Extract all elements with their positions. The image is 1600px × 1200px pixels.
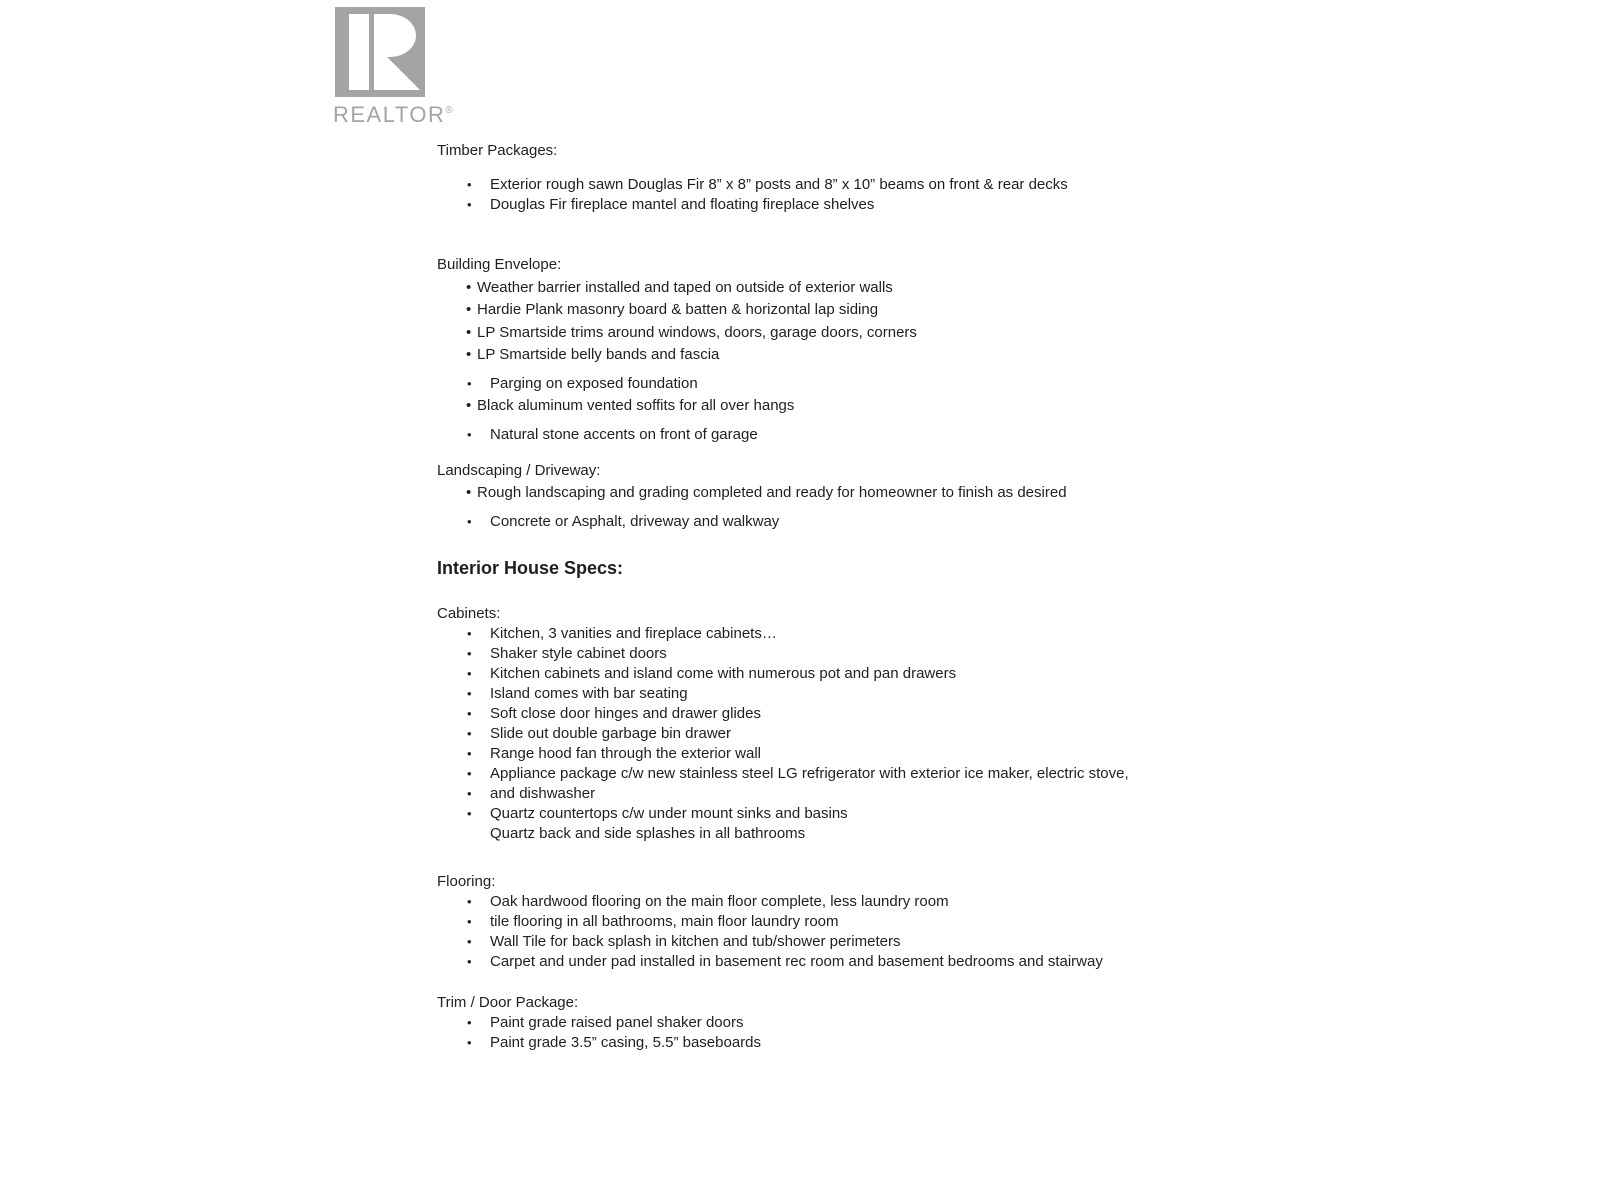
spec-item: • tile flooring in all bathrooms, main floor laundry room: [437, 912, 1217, 932]
spec-item: • Oak hardwood flooring on the main floor complete, less laundry room: [437, 892, 1217, 912]
spec-item: • Range hood fan through the exterior wall: [437, 744, 1217, 764]
section-cabinets: [437, 604, 1217, 844]
section-building-envelope: [437, 255, 1217, 445]
realtor-logo-wordmark: REALTOR®: [333, 102, 453, 127]
spec-item: • Island comes with bar seating: [437, 684, 1217, 704]
spec-item: • Natural stone accents on front of garage: [437, 425, 1217, 445]
section-title: Landscaping / Driveway:: [437, 461, 601, 479]
spec-item: • Hardie Plank masonry board & batten & horizontal lap siding: [437, 300, 1217, 320]
block-r-icon: [335, 7, 435, 97]
spec-item: • LP Smartside belly bands and fascia: [437, 345, 1217, 365]
section-title: Cabinets:: [437, 604, 501, 622]
spec-item: • Paint grade 3.5” casing, 5.5” baseboards: [437, 1033, 1217, 1053]
spec-item: • Appliance package c/w new stainless steel LG refrigerator with exterior ice maker, electric stove,: [437, 764, 1217, 784]
spec-item: • Kitchen, 3 vanities and fireplace cabinets…: [437, 624, 1217, 644]
spec-item: • Carpet and under pad installed in basement rec room and basement bedrooms and stairway: [437, 952, 1217, 972]
section-flooring: [437, 872, 1217, 972]
spec-item: • Black aluminum vented soffits for all over hangs: [437, 396, 1217, 416]
spec-item: • Weather barrier installed and taped on outside of exterior walls: [437, 278, 1217, 298]
spec-item: • and dishwasher: [437, 784, 1217, 804]
spec-item: • Kitchen cabinets and island come with numerous pot and pan drawers: [437, 664, 1217, 684]
section-interior-house-specs: [437, 556, 1217, 580]
spec-item: • Parging on exposed foundation: [437, 374, 1217, 394]
spec-item: • Soft close door hinges and drawer glides: [437, 704, 1217, 724]
document-body: [437, 141, 1217, 1053]
spec-item: • Concrete or Asphalt, driveway and walkway: [437, 512, 1217, 532]
section-title: Trim / Door Package:: [437, 993, 579, 1011]
section-landscaping-driveway: [437, 461, 1217, 532]
section-title: Timber Packages:: [437, 142, 558, 159]
spec-list: [437, 175, 1217, 215]
spec-item: • Exterior rough sawn Douglas Fir 8” x 8” posts and 8” x 10” beams on front & rear decks: [437, 175, 1217, 195]
spec-item: • Rough landscaping and grading completed and ready for homeowner to finish as desired: [437, 483, 1217, 503]
spec-item: • Shaker style cabinet doors: [437, 644, 1217, 664]
spec-list: [437, 624, 1217, 844]
spec-list: [437, 1013, 1217, 1053]
section-title: Interior House Specs:: [437, 557, 624, 578]
spec-list: [437, 278, 1217, 445]
spec-item: • Paint grade raised panel shaker doors: [437, 1013, 1217, 1033]
spec-list: [437, 483, 1217, 532]
spec-item: • Quartz countertops c/w under mount sinks and basins: [437, 804, 1217, 824]
section-title: Flooring:: [437, 872, 496, 890]
realtor-logo: [333, 7, 453, 127]
section-title: Building Envelope:: [437, 256, 562, 273]
registered-trademark-symbol: ®: [445, 105, 453, 116]
section-trim-door-package: [437, 993, 1217, 1053]
section-timber-packages: [437, 141, 1217, 215]
spec-item: • Douglas Fir fireplace mantel and floating fireplace shelves: [437, 195, 1217, 215]
spec-list: [437, 892, 1217, 972]
spec-item: • Wall Tile for back splash in kitchen and tub/shower perimeters: [437, 932, 1217, 952]
spec-item: Quartz back and side splashes in all bathrooms: [490, 824, 806, 842]
spec-item: • LP Smartside trims around windows, doors, garage doors, corners: [437, 323, 1217, 343]
spec-item: • Slide out double garbage bin drawer: [437, 724, 1217, 744]
